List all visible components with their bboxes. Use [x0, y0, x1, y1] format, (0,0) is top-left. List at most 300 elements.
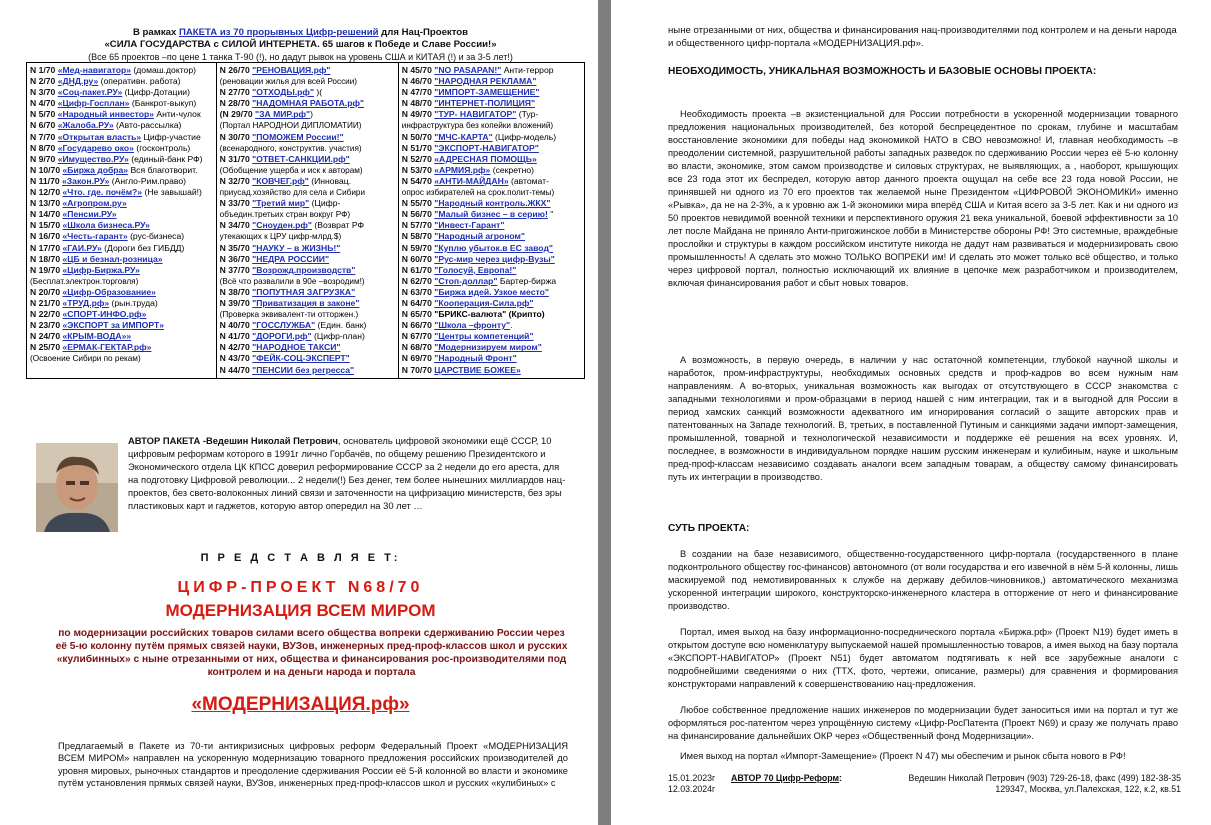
project-number: N 69/70 [401, 353, 432, 364]
project-link[interactable]: «ЦБ и безнал-розница» [62, 253, 163, 264]
project-subtitle: по модернизации российских товаров силами всего общества вопреки сдерживанию России через её 5-ю колонну путём прямых связей науки, ВУЗов, инженерных пред-проф-классов школ и русских «кулибинных» с ныне отрезанными от них, общества и финансирования рос-производителями под контролем и на деньги народа и портала [55, 628, 568, 678]
project-link[interactable]: "РЕНОВАЦИЯ.рф" [252, 65, 331, 75]
paragraph-necessity-text: Необходимость проекта –в экзистенциальной для России потребности в ускоренной модернизации товарного предложения национальных производителей, без которой беспрецедентное по срокам, глубине и масштабам восстановление экономики для победы над экономикой НАТО в СВО невозможно! И, главная необходимость –в преодолении системной, разрушительной работы западных разведок по сдерживанию России через её 5-ю колонну во власти, экономике, этом самом производстве и силовых структурах, не выявляющих, а , наоборот, крышующих все 23 года этот их беспредел, которую автор данного проекта ощущал на себе все 23 года новой России, не принявшей ни одного из 70 его проектов так желаемой ныне Президентом «ЦИФРОВОЙ ЭКОНОМИКИ» именно «Рывка», да не на 2-3%, а к уровню аж 1-й экономики мира вперёд США и Китая всего за 3-5 лет. Как и ни одного из 50 проектов невидимой военной техники и перспективного оружия 21 века уникальной, боевой эффективности за 10 лет после Майдана не приняло Анти-пригожинское лобби в Министерстве обороны РФ! Это системные, враждебные прослойки и структуры в каждом российском институте никогда не дадут нам развиваться и модернизировать свою промышленность! А сделать это можно ТОЛЬКО ВОПРЕКИ им! И сделать это может только всё общество, и только через цифровой портал, полностью исключающий их влияние в цепочке меж разработчиком и производителем, включая финансирования работ и сбыт новых товаров. [668, 109, 1178, 288]
author-label: АВТОР ПАКЕТА -Ведешин Николай Петрович [128, 435, 338, 446]
presents-heading: П Р Е Д С Т А В Л Я Е Т: [200, 552, 401, 564]
heading-essence: СУТЬ ПРОЕКТА: [668, 523, 750, 534]
project-note: (всенародного, конструктив. участия) [219, 143, 362, 153]
project-link[interactable]: "ПОПУТНАЯ ЗАГРУЗКА" [252, 286, 356, 297]
project-link[interactable]: "НАРОДНАЯ РЕКЛАМА" [434, 76, 537, 87]
project-number: N 18/70 [30, 253, 61, 264]
project-link[interactable]: ЦАРСТВИЕ БОЖЕЕ» [434, 364, 521, 375]
project-item [30, 209, 213, 220]
project-item [30, 187, 213, 198]
project-number: N 57/70 [401, 220, 432, 231]
project-item [30, 65, 213, 76]
project-item [402, 309, 581, 320]
project-item [402, 342, 581, 353]
footer-author-link[interactable]: АВТОР 70 Цифр-Реформ [731, 773, 840, 783]
project-number: N 17/70 [30, 242, 61, 253]
project-item [30, 220, 213, 231]
project-link[interactable]: "ЭКСПОРТ-НАВИГАТОР" [434, 142, 539, 153]
project-note: (Проверка эквивалент-ти отторжен.) [219, 310, 359, 320]
project-number: N 68/70 [401, 342, 432, 353]
project-item [220, 98, 395, 109]
project-link[interactable]: «Агропром.ру» [62, 198, 127, 209]
project-item [30, 309, 213, 320]
project-link[interactable]: "Рус-мир через цифр-Вузы" [434, 253, 555, 264]
project-link[interactable]: «АДРЕСНАЯ ПОМОЩЬ» [434, 153, 537, 164]
project-item [220, 287, 395, 298]
projects-table [26, 62, 585, 379]
project-link[interactable]: "ОТВЕТ-САНКЦИИ.рф" [252, 153, 350, 164]
project-number: N 4/70 [30, 98, 56, 109]
project-link[interactable]: "ПОМОЖЕМ России!" [252, 131, 344, 142]
footer-contact-phone: Ведешин Николай Петрович (903) 729-26-18, факс (499) 182-38-35 [908, 773, 1181, 783]
project-number: N 16/70 [30, 231, 61, 242]
project-link[interactable]: "МЧС-КАРТА" [434, 131, 493, 142]
project-item [30, 231, 213, 242]
project-item [30, 287, 213, 298]
project-link[interactable]: «Соц-пакет.РУ» [57, 87, 123, 98]
project-note: (рус-бизнеса) [127, 231, 185, 242]
project-number: N 24/70 [30, 331, 61, 342]
project-item [402, 98, 581, 109]
project-item [220, 198, 395, 209]
footer-contacts [881, 773, 1181, 796]
project-item [30, 276, 213, 287]
project-link[interactable]: «Цифр-Биржа.РУ» [62, 264, 140, 275]
project-note: Вся благотворит. [128, 164, 198, 175]
project-number: N 58/70 [401, 231, 432, 242]
project-link[interactable]: «Мед-навигатор» [57, 65, 132, 75]
project-item [402, 154, 581, 165]
project-link[interactable]: "NO PASAPAN!" [434, 65, 502, 75]
project-item [30, 120, 213, 131]
project-item [30, 243, 213, 254]
project-item [220, 76, 395, 87]
project-note: (реновации жилья для всей России) [219, 77, 358, 87]
project-link[interactable]: "Малый бизнес – в серию! [434, 209, 548, 220]
project-number: N 59/70 [401, 242, 432, 253]
project-link[interactable]: "Школа –фронту" [434, 320, 511, 331]
project-link[interactable]: «ДНД.ру» [57, 76, 99, 87]
project-number: N 54/70 [401, 175, 432, 186]
project-link[interactable]: "ИМПОРТ-ЗАМЕЩЕНИЕ" [434, 87, 540, 98]
project-link[interactable]: «Государево око» [57, 142, 134, 153]
project-note: (Возврат РФ [312, 220, 365, 231]
projects-column-2 [216, 63, 398, 379]
project-link[interactable]: "ЗА МИР.рф" [255, 109, 311, 120]
project-note: (оперативн. работа) [98, 76, 181, 87]
project-link[interactable]: «Закон.РУ» [62, 175, 110, 186]
project-note: опрос избирателей на срок.полит-темы) [401, 188, 555, 198]
project-item [30, 98, 213, 109]
project-link[interactable]: "НЕДРА РОССИИ" [252, 253, 330, 264]
project-item [30, 87, 213, 98]
project-link[interactable]: "НАУКУ – в ЖИЗНЬ!" [252, 242, 341, 253]
project-item [402, 276, 581, 287]
project-number: N 30/70 [219, 131, 250, 142]
header-prefix: В рамках [132, 27, 179, 38]
project-item [402, 187, 581, 198]
project-note: инфраструктура без копейки вложений) [401, 121, 554, 131]
project-item [30, 165, 213, 176]
project-item [220, 65, 395, 76]
project-item [220, 120, 395, 131]
project-link[interactable]: «ЕРМАК-ГЕКТАР.рф» [62, 342, 152, 353]
project-item [402, 231, 581, 242]
package-header-line1 [28, 27, 573, 39]
project-note: (Бесплат.электрон.торговля) [30, 276, 139, 286]
project-number: N 34/70 [219, 220, 250, 231]
project-note: объедин.третьих стран вокруг РФ) [219, 210, 351, 220]
project-item [402, 165, 581, 176]
project-item [220, 87, 395, 98]
project-number: N 12/70 [30, 187, 61, 198]
project-item [220, 209, 395, 220]
project-number: N 1/70 [30, 65, 56, 75]
project-number: N 41/70 [219, 331, 250, 342]
project-link[interactable]: «Цифр-Образование» [62, 286, 156, 297]
project-number: N 51/70 [401, 142, 432, 153]
paragraph-proposal-text: Любое собственное предложение наших инженеров по модернизации будет заноситься ими на портал и тут же оформляться рос-патентом через упрощённую систему «Цифр-РосПатента (Проект N69) и сразу же получать право на финансирование дальнейших ОКР через «Общественный фонд Модернизации». [668, 705, 1178, 741]
project-number: N 45/70 [401, 65, 432, 75]
project-number: N 14/70 [30, 209, 61, 220]
project-item [402, 76, 581, 87]
project-item [402, 287, 581, 298]
project-number: N 63/70 [401, 286, 432, 297]
project-item [30, 76, 213, 87]
project-item [402, 132, 581, 143]
project-link[interactable]: «Что. где. почём?» [62, 187, 143, 198]
project-item [30, 132, 213, 143]
project-item [30, 320, 213, 331]
project-item [402, 209, 581, 220]
project-item [402, 331, 581, 342]
paragraph-essence-text: В создании на базе независимого, общественно-государственного цифр-портала (государственного в плане подконтрольного обществу гос-финансов) автономного (от воли государства и его извечной в нём 5-й колонны, лишь маскируемой под немотивированных к службе на державу дебилов-чиновников,) автоматического механизма ускоренной интеграции широкого, конструкторско-инженерного кластера в отторжение от него и финансирование производство. [668, 549, 1178, 611]
project-link[interactable]: "ИНТЕРНЕТ-ПОЛИЦИЯ" [434, 98, 536, 109]
project-note: (автомат- [508, 175, 549, 186]
project-note: (Освоение Сибири по рекам) [30, 354, 141, 364]
project-number: N 62/70 [401, 275, 432, 286]
project-item [220, 187, 395, 198]
project-number: N 8/70 [30, 142, 56, 153]
project-note: (Англо-Рим.право) [109, 175, 186, 186]
project-link[interactable]: "ГОССЛУЖБА" [252, 320, 316, 331]
project-number: N 9/70 [30, 153, 56, 164]
project-note: (Всё что развалили в 90е –возродим!) [219, 276, 365, 286]
project-item [220, 365, 395, 376]
paragraph-portal-text: Портал, имея выход на базу информационно-посреднического портала «Биржа.рф» (Проект N19) будет иметь в открытом доступе всю номенклатуру выпускаемой нашей промышленностью товаров, а имея выход на базу портала «ЭКСПОРТ-НАВИГАТОР» (Проект N51) будет автоматом подтягивать к ней все зарубежные аналоги с подробнейшими сведениями о них (ТТХ, фото, чертежи, описание, размеры) для сравнения и формирования конструкторами направлений к совершенствованию нац-предложения. [668, 627, 1178, 689]
project-number: N 49/70 [401, 109, 432, 120]
project-number: N 60/70 [401, 253, 432, 264]
project-link[interactable]: "Народный Фронт" [434, 353, 517, 364]
project-number: N 33/70 [219, 198, 250, 209]
left-page [0, 0, 598, 825]
footer-date-1: 15.01.2023г [668, 773, 716, 783]
project-item [220, 276, 395, 287]
project-item [220, 265, 395, 276]
project-link[interactable]: "Куплю убыток.в ЕС завод" [434, 242, 553, 253]
project-note: (Тур- [516, 109, 539, 120]
project-link[interactable]: "Народный агроном" [434, 231, 525, 242]
project-link[interactable]: «Открытая власть» [57, 131, 142, 142]
project-note: (Инновац. [308, 175, 352, 186]
footer-author [731, 773, 842, 784]
project-note: "БРИКС-валюта" (Крипто) [434, 309, 545, 320]
project-item [30, 353, 213, 364]
project-item [220, 298, 395, 309]
project-link[interactable]: "ОТХОДЫ.рф" [252, 87, 315, 98]
project-number: N 61/70 [401, 264, 432, 275]
project-link[interactable]: «АРМИЯ.рф» [434, 164, 491, 175]
intro-paragraph: Предлагаемый в Пакете из 70-ти антикризисных цифровых реформ Федеральный Проект «МОДЕРНИЗАЦИЯ ВСЕМ МИРОМ» направлен на ускоренную модернизацию товарного предложения российских производителей до уровня мировых, рыночных стандартов и преодоление сдерживания России её 5-й колонной во власти и экономике путём установления прямых связей науки, ВУЗов, инженерных пред-проф-классов школ и русских «кулибиных» с [58, 740, 568, 788]
project-number: N 21/70 [30, 297, 61, 308]
author-text: , основатель цифровой экономики ещё СССР, 10 цифровым реформам которого в 1991г лично Горбачёв, по общему решению Президентского и Экономического отдела ЦК КПСС доверил реформирование СССР за 2 недели до его ареста, для на подготовку Цифровой революции... 2 недели(!) Без денег, тем более нынешних миллиардов нац-проектов, без свето-волоконных линий связи и заточенности на цифризацию министерств, без эры пластиковых карт и гаджетов, которую автор опередил на 30 лет … [128, 435, 566, 512]
project-number: (N 29/70 [219, 109, 253, 120]
project-item [220, 154, 395, 165]
project-number: N 23/70 [30, 320, 61, 331]
project-number: N 37/70 [219, 264, 250, 275]
project-item [30, 265, 213, 276]
project-link[interactable]: «КРЫМ-ВОДА»» [62, 331, 132, 342]
project-number: N 38/70 [219, 286, 250, 297]
project-note: утекающих к ЦРУ цифр-млрд.$) [219, 232, 342, 242]
project-number: N 50/70 [401, 131, 432, 142]
package-header-line2: «СИЛА ГОСУДАРСТВА с СИЛОЙ ИНТЕРНЕТА. 65 шагов к Победе и Славе России!» [104, 39, 497, 50]
project-link[interactable]: "КОВЧЕГ.рф" [252, 175, 309, 186]
project-item [220, 143, 395, 154]
project-item [30, 331, 213, 342]
project-number: N 39/70 [219, 297, 250, 308]
project-title: МОДЕРНИЗАЦИЯ ВСЕМ МИРОМ [165, 601, 436, 620]
package-header-line3: (Все 65 проектов –по цене 1 танка Т-90 (!), но дадут рывок на уровень США и КИТАЯ (!) и за 3-5 лет!) [88, 52, 513, 62]
project-link[interactable]: "Стоп-доллар" [434, 275, 498, 286]
project-note: приусад.хозяйство для села и Сибири [219, 188, 366, 198]
project-item [220, 353, 395, 364]
project-number: N 11/70 [30, 175, 60, 186]
project-number: N 47/70 [401, 87, 432, 98]
project-number: N 2/70 [30, 76, 56, 87]
project-note: " [547, 209, 554, 220]
project-note: (Цифр-Дотации) [122, 87, 190, 98]
project-item [220, 320, 395, 331]
continuation-text: ныне отрезанными от них, общества и финансирования нац-производителями под контролем и на деньги народа и общественного цифр-портала «МОДЕРНИЗАЦИЯ.рф». [668, 25, 1177, 50]
project-link[interactable]: "Приватизация в законе" [252, 297, 360, 308]
project-link[interactable]: «ГАИ.РУ» [62, 242, 102, 253]
project-item [30, 298, 213, 309]
project-item [402, 298, 581, 309]
project-number: N 35/70 [219, 242, 250, 253]
project-link[interactable]: "ТУР- НАВИГАТОР" [434, 109, 517, 120]
project-note: Анти-террор [501, 65, 554, 75]
project-number: N 67/70 [401, 331, 432, 342]
project-link[interactable]: "Народный контроль.ЖКХ" [434, 198, 551, 209]
project-number: N 5/70 [30, 109, 56, 120]
project-number: N 31/70 [219, 153, 250, 164]
project-number: N 32/70 [219, 175, 250, 186]
project-item [220, 165, 395, 176]
paragraph-essence [668, 548, 1178, 613]
project-note: (Цифр-план) [311, 331, 365, 342]
project-note: (Банкрот-выкуп) [129, 98, 197, 109]
project-number: N 3/70 [30, 87, 56, 98]
project-item [220, 254, 395, 265]
project-link[interactable]: «СПОРТ-ИНФО.рф» [62, 309, 147, 320]
project-item [220, 342, 395, 353]
footer-date-2: 12.03.2024г [668, 784, 716, 795]
project-link[interactable]: «Цифр-Госплан» [57, 98, 130, 109]
project-item [30, 342, 213, 353]
project-number: N 40/70 [219, 320, 250, 331]
project-item [402, 87, 581, 98]
project-link[interactable]: "ФЕЙК-СОЦ-ЭКСПЕРТ" [252, 353, 350, 364]
project-number: N 46/70 [401, 76, 432, 87]
project-number: N 13/70 [30, 198, 61, 209]
paragraph-proposal [668, 704, 1178, 743]
project-item [402, 265, 581, 276]
project-note: (рын.труда) [109, 297, 158, 308]
project-link[interactable]: «Школа бизнеса.РУ» [62, 220, 150, 231]
project-item [30, 143, 213, 154]
project-note: (Цифр-модель) [492, 131, 557, 142]
project-number: N 36/70 [219, 253, 250, 264]
project-link[interactable]: «Имущество.РУ» [57, 153, 129, 164]
portal-link[interactable]: «МОДЕРНИЗАЦИЯ.рф» [191, 694, 410, 715]
author-photo [36, 443, 118, 532]
project-note: Бартер-биржа [497, 275, 557, 286]
project-link[interactable]: "Кооперация-Сила.рф" [434, 297, 534, 308]
project-item [402, 243, 581, 254]
project-item [402, 176, 581, 187]
project-item [402, 365, 581, 376]
project-note: (Един. банк) [315, 320, 367, 331]
project-note: ) [310, 109, 313, 120]
project-number: N 6/70 [30, 120, 56, 131]
package-link[interactable]: ПАКЕТА из 70 прорывных Цифр-решений [178, 27, 379, 38]
paragraph-market [668, 750, 1178, 763]
paragraph-opportunity [668, 354, 1178, 484]
right-page [611, 0, 1211, 825]
project-number: N 48/70 [401, 98, 432, 109]
project-link[interactable]: "Биржа идей. Узкое место" [434, 286, 549, 297]
project-note: Анти-чулок [154, 109, 201, 120]
project-item [30, 254, 213, 265]
footer-contact-address: 129347, Москва, ул.Палехская, 122, к.2, кв.51 [995, 784, 1181, 795]
project-number: ЦИФР-ПРОЕКТ N68/70 [177, 579, 424, 596]
project-link[interactable]: "Центры компетенций" [434, 331, 534, 342]
project-number: N 27/70 [219, 87, 250, 98]
project-link[interactable]: "НАРОДНОЕ ТАКСИ" [252, 342, 341, 353]
project-note: (единый-банк РФ) [128, 153, 203, 164]
project-item [402, 65, 581, 76]
project-number: N 42/70 [219, 342, 250, 353]
project-link[interactable]: «Жалоба.РУ» [57, 120, 114, 131]
project-link[interactable]: "Третий мир" [252, 198, 310, 209]
project-item [402, 120, 581, 131]
project-note: (секретно) [490, 164, 535, 175]
project-link[interactable]: "Модернизируем миром" [434, 342, 542, 353]
project-link[interactable]: "ПЕНСИИ без регресса" [252, 364, 355, 375]
project-link[interactable]: "Возрожд.производств" [252, 264, 356, 275]
project-item [402, 220, 581, 231]
project-number: N 22/70 [30, 309, 61, 320]
project-link[interactable]: «Пенсии.РУ» [62, 209, 117, 220]
project-number: N 26/70 [219, 65, 250, 75]
project-note: . [510, 320, 513, 331]
project-number: N 64/70 [401, 297, 432, 308]
project-item [402, 254, 581, 265]
project-link[interactable]: "ДОРОГИ.рф" [252, 331, 312, 342]
project-item [220, 176, 395, 187]
project-item [402, 109, 581, 120]
project-item [220, 231, 395, 242]
project-number: N 70/70 [401, 364, 432, 375]
project-number: N 10/70 [30, 164, 61, 175]
project-link[interactable]: «Биржа добра» [62, 164, 129, 175]
paragraph-necessity [668, 108, 1178, 290]
project-number: N 55/70 [401, 198, 432, 209]
project-note: (Обобщение ущерба и иск к авторам) [219, 165, 363, 175]
project-item [220, 331, 395, 342]
project-link[interactable]: "Сноуден.рф" [252, 220, 313, 231]
project-link[interactable]: «ЭКСПОРТ за ИМПОРТ» [62, 320, 165, 331]
portal-name [28, 694, 573, 716]
author-block [128, 434, 568, 513]
paragraph-opportunity-text: А возможность, в первую очередь, в наличии у нас остаточной компетенции, глубокой научной школы и наработок, пром-инфраструктуры, необходимых основных средств и проф-кадров во всем нужным нам направлениям. А во-вторых, уникальная возможность как выгодах от отсутствующего в СССР знакомства с западными технологиями и пром-образцами в период нашей с ним интеграции, так и в выгодной для России в период хамских санкций возможности адекватного им игнорирования согласий о защите авторских прав и патентованных на Западе технологий. В, третьих, в поставленной Путиным и санкциями задачи импорт-замещения, промышленной, товарной и технологической независимости и поддержке её решения на всех уровнях. И, последнее, в возможности в индивидуальном порядке нашим русским инженерам и кулибиным, науке и школьным пред-проф-классам независимо создавать аналоги всем западным товарам, а обществу самому финансировать путь их интеграции в производство. [668, 355, 1178, 482]
project-number: N 20/70 [30, 286, 61, 297]
project-number: N 25/70 [30, 342, 61, 353]
project-link[interactable]: "Голосуй, Европа!" [434, 264, 517, 275]
project-number: N 52/70 [401, 153, 432, 164]
project-note: )( [314, 87, 323, 98]
project-note: (Цифр- [309, 198, 341, 209]
project-item [220, 309, 395, 320]
project-item [402, 353, 581, 364]
project-number: N 56/70 [401, 209, 432, 220]
project-number: N 44/70 [219, 364, 250, 375]
projects-column-1 [27, 63, 217, 379]
paragraph-market-text: Имея выход на портал «Импорт-Замещение» (Проект N 47) мы обеспечим и рынок сбыта нового в РФ! [680, 751, 1126, 761]
project-link[interactable]: "Инвест-Гарант" [434, 220, 505, 231]
project-number: N 15/70 [30, 220, 61, 231]
project-note: (домаш.доктор) [131, 65, 196, 75]
project-note: (Портал НАРОДНОИ ДИПЛОМАТИИ) [219, 121, 362, 131]
project-link[interactable]: «Народный инвестор» [57, 109, 154, 120]
project-note: (Дороги без ГИБДД) [101, 242, 185, 253]
project-link[interactable]: «АНТИ-МАЙДАН» [434, 175, 509, 186]
project-item [402, 320, 581, 331]
project-number: N 43/70 [219, 353, 250, 364]
project-link[interactable]: «ТРУД.рф» [62, 297, 110, 308]
projects-column-3 [398, 63, 584, 379]
project-item [220, 220, 395, 231]
paragraph-portal [668, 626, 1178, 691]
project-item [220, 132, 395, 143]
project-note: (Авто-рассылка) [113, 120, 182, 131]
footer-colon: : [839, 773, 842, 783]
project-number: N 66/70 [401, 320, 432, 331]
project-number: N 7/70 [30, 131, 56, 142]
project-link[interactable]: «Честь-гарант» [62, 231, 128, 242]
heading-necessity: НЕОБХОДИМОСТЬ, УНИКАЛЬНАЯ ВОЗМОЖНОСТЬ И БАЗОВЫЕ ОСНОВЫ ПРОЕКТА: [668, 66, 1097, 77]
project-item [30, 109, 213, 120]
project-item [220, 243, 395, 254]
project-number: N 53/70 [401, 164, 432, 175]
header-suffix: для Нац-Проектов [378, 27, 469, 38]
project-link[interactable]: "НАДОМНАЯ РАБОТА.рф" [252, 98, 365, 109]
